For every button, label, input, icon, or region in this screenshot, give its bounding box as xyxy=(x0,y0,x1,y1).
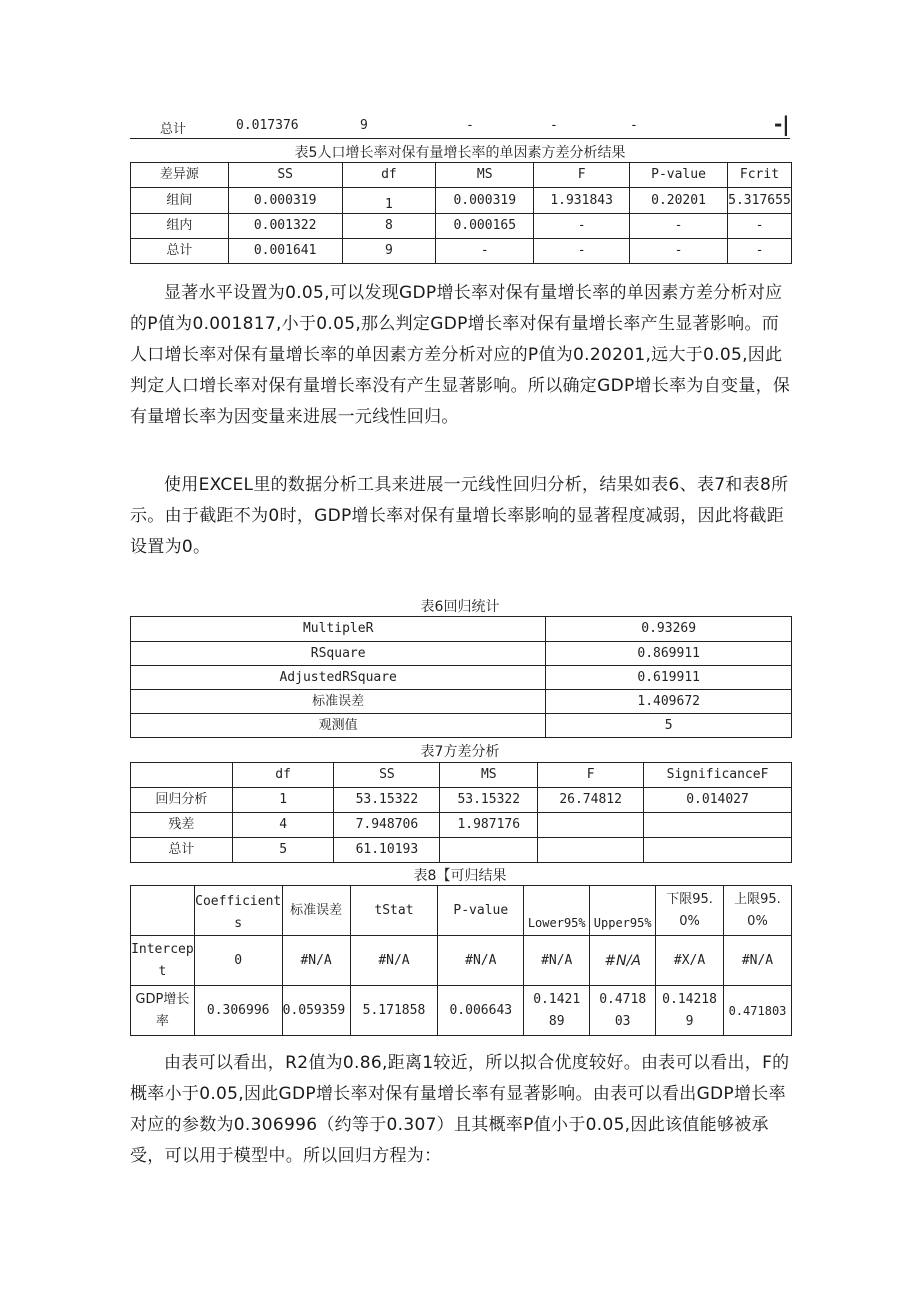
table5-cell: 1.931843 xyxy=(534,188,630,214)
table7-cell xyxy=(538,813,644,838)
table8-cell: #N/A xyxy=(524,936,590,986)
table8-header: 标准误差 xyxy=(282,886,350,936)
table5-cell: 总计 xyxy=(131,239,229,264)
table-row xyxy=(131,239,792,264)
table7-header: df xyxy=(232,763,334,788)
table7-cell xyxy=(644,813,792,838)
table5-cell: 0.000165 xyxy=(436,214,534,239)
paragraph-1-text: 显著水平设置为0.05,可以发现GDP增长率对保有量增长率的单因素方差分析对应的P值为0.001817,小于0.05,那么判定GDP增长率对保有量增长率产生显著影响。而人口增长率对保有量增长率的单因素方差分析对应的P值为0.20201,远大于0.05,因此判定人口增长率对保有量增长率没有产生显著影响。所以确定GDP增长率为自变量，保有量增长率为因变量来进展一元线性回归。 xyxy=(130,283,791,427)
table5-cell: 组间 xyxy=(131,188,229,214)
table7-cell xyxy=(538,838,644,863)
table7-header: F xyxy=(538,763,644,788)
table7-cell xyxy=(644,838,792,863)
table8-cell: 0.142189 xyxy=(524,986,590,1036)
table7-caption: 表7方差分析 xyxy=(420,744,500,760)
top-row-label: 总计 xyxy=(160,122,187,137)
table5-cell: - xyxy=(630,214,728,239)
table8-cell: GDP增长率 xyxy=(131,986,195,1036)
table-row xyxy=(131,690,792,714)
table5-cell: 8 xyxy=(342,214,436,239)
table-row xyxy=(131,813,792,838)
table5-header-row xyxy=(131,163,792,188)
table5-cell: - xyxy=(534,239,630,264)
table5-header: SS xyxy=(228,163,342,188)
table8-cell: 0.306996 xyxy=(194,986,282,1036)
table6-label: RSquare xyxy=(131,642,546,666)
table5-header: Fcrit xyxy=(727,163,791,188)
paragraph-3-text: 由表可以看出，R2值为0.86,距离1较近，所以拟合优度较好。由表可以看出，F的概率小于0.05,因此GDP增长率对保有量增长率有显著影响。由表可以看出GDP增长率对应的参数为0.306996（约等于0.307）且其概率P值小于0.05,因此该值能够被承受，可以用于模型中。所以回归方程为： xyxy=(130,1053,790,1166)
table5-cell: 0.20201 xyxy=(630,188,728,214)
table5-cell: - xyxy=(436,239,534,264)
table7-cell: 53.15322 xyxy=(440,788,538,813)
table7-header: SS xyxy=(334,763,440,788)
table7-cell xyxy=(440,838,538,863)
table5-header: df xyxy=(342,163,436,188)
table5-caption: 表5人口增长率对保有量增长率的单因素方差分析结果 xyxy=(294,145,626,161)
table-row xyxy=(131,188,792,214)
table8-cell: 0.059359 xyxy=(282,986,350,1036)
top-row-p: - xyxy=(630,118,638,133)
table8-cell: #N/A xyxy=(723,936,791,986)
table8-cell: #N/A xyxy=(438,936,524,986)
table8-header-row xyxy=(131,886,792,936)
top-row-ms: - xyxy=(466,118,474,133)
paragraph-2-text: 使用EXCEL里的数据分析工具来进展一元线性回归分析，结果如表6、表7和表8所示。由于截距不为0时，GDP增长率对保有量增长率影响的显著程度减弱，因此将截距设置为0。 xyxy=(130,475,789,557)
table8-header: Coefficients xyxy=(194,886,282,936)
table7-header: SignificanceF xyxy=(644,763,792,788)
table5-cell: 组内 xyxy=(131,214,229,239)
table6-value: 0.869911 xyxy=(546,642,792,666)
table-row xyxy=(131,714,792,738)
table5-cell: - xyxy=(630,239,728,264)
table6-label: 观测值 xyxy=(131,714,546,738)
table7-cell: 残差 xyxy=(131,813,233,838)
table6-label: MultipleR xyxy=(131,617,546,642)
table6-caption: 表6回归统计 xyxy=(420,599,500,615)
table5-header: F xyxy=(534,163,630,188)
table8-cell: 0.142189 xyxy=(656,986,724,1036)
table6-value: 0.93269 xyxy=(546,617,792,642)
table8-cell: 0.471803 xyxy=(590,986,656,1036)
top-row-ss: 0.017376 xyxy=(236,118,299,133)
table-row xyxy=(131,986,792,1036)
table8-cell: 0 xyxy=(194,936,282,986)
table5-cell: 9 xyxy=(342,239,436,264)
paragraph-1 xyxy=(130,278,794,433)
table7-header xyxy=(131,763,233,788)
table8-cell: #N/A xyxy=(350,936,438,986)
table7-cell: 1 xyxy=(232,788,334,813)
table7-cell: 7.948706 xyxy=(334,813,440,838)
table8-cell: #X/A xyxy=(656,936,724,986)
table5-cell: - xyxy=(727,239,791,264)
table5 xyxy=(130,162,792,264)
top-row xyxy=(130,112,790,138)
table8-header: 下限95.0% xyxy=(656,886,724,936)
table7-cell: 5 xyxy=(232,838,334,863)
table7 xyxy=(130,762,792,863)
table-row xyxy=(131,788,792,813)
table7-cell: 回归分析 xyxy=(131,788,233,813)
table5-cell: 0.001641 xyxy=(228,239,342,264)
table5-cell: 0.000319 xyxy=(436,188,534,214)
table8 xyxy=(130,885,792,1036)
paragraph-2 xyxy=(130,470,794,563)
table-row xyxy=(131,214,792,239)
top-rule xyxy=(130,138,790,139)
table5-cell: 5.317655 xyxy=(727,188,791,214)
table5-header: MS xyxy=(436,163,534,188)
table8-cell: #N/A xyxy=(282,936,350,986)
table8-header xyxy=(131,886,195,936)
table8-cell: Intercept xyxy=(131,936,195,986)
table5-header: P-value xyxy=(630,163,728,188)
table5-cell: 0.000319 xyxy=(228,188,342,214)
table7-header-row xyxy=(131,763,792,788)
table7-cell: 61.10193 xyxy=(334,838,440,863)
top-row-f: - xyxy=(550,118,558,133)
table6-value: 0.619911 xyxy=(546,666,792,690)
top-row-df: 9 xyxy=(360,118,368,133)
table-row xyxy=(131,936,792,986)
table7-cell: 0.014027 xyxy=(644,788,792,813)
table7-cell: 4 xyxy=(232,813,334,838)
table7-cell: 1.987176 xyxy=(440,813,538,838)
table6-value: 1.409672 xyxy=(546,690,792,714)
top-row-mark: -| xyxy=(774,112,790,136)
table8-header: 上限95.0% xyxy=(723,886,791,936)
table6-label: 标准误差 xyxy=(131,690,546,714)
table7-cell: 26.74812 xyxy=(538,788,644,813)
table8-header: Lower95% xyxy=(524,886,590,936)
table-row xyxy=(131,617,792,642)
table8-header: tStat xyxy=(350,886,438,936)
table8-cell: #N/A xyxy=(590,936,656,986)
table5-cell: 1 xyxy=(342,188,436,214)
table7-cell: 53.15322 xyxy=(334,788,440,813)
table5-header: 差异源 xyxy=(131,163,229,188)
table-row xyxy=(131,838,792,863)
paragraph-3 xyxy=(130,1048,794,1172)
table8-cell: 0.471803 xyxy=(723,986,791,1036)
table8-header: P-value xyxy=(438,886,524,936)
table-row xyxy=(131,666,792,690)
table8-cell: 5.171858 xyxy=(350,986,438,1036)
table6-value: 5 xyxy=(546,714,792,738)
table7-cell: 总计 xyxy=(131,838,233,863)
table6-label: AdjustedRSquare xyxy=(131,666,546,690)
table5-cell: 0.001322 xyxy=(228,214,342,239)
table5-cell: - xyxy=(727,214,791,239)
table5-cell: - xyxy=(534,214,630,239)
table7-header: MS xyxy=(440,763,538,788)
table8-header: Upper95% xyxy=(590,886,656,936)
table-row xyxy=(131,642,792,666)
table8-cell: 0.006643 xyxy=(438,986,524,1036)
table6 xyxy=(130,616,792,738)
table8-caption: 表8【可归结果 xyxy=(413,868,507,884)
